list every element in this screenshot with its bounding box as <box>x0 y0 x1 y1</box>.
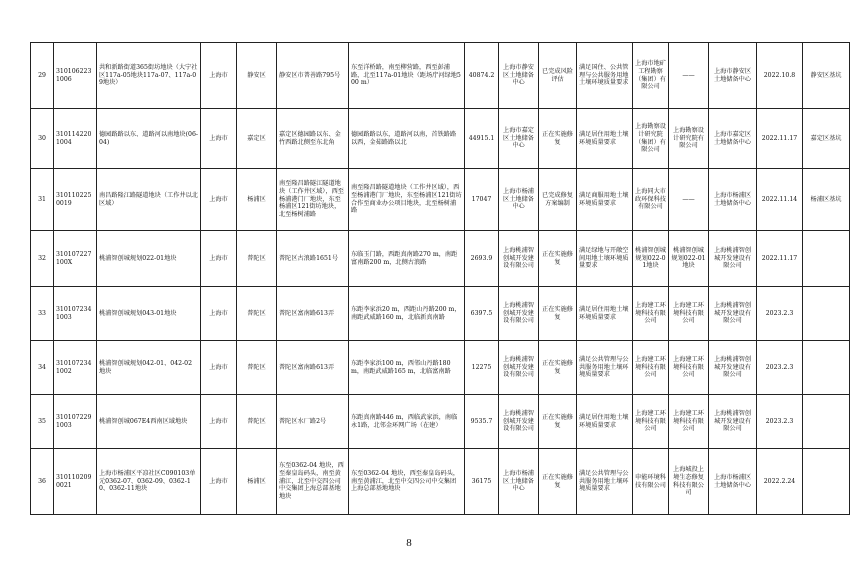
remark-cell: 静安区基坑 <box>803 43 850 109</box>
applicant-unit-cell: 上海桃浦智创城开发建设有限公司 <box>499 395 539 449</box>
row-number-cell: 35 <box>31 395 54 449</box>
site-code-cell: 3101142201004 <box>54 109 97 169</box>
district-cell: 普陀区 <box>237 287 277 341</box>
quality-standard-cell: 满足绿地与开敞空间用地土壤环境质量要求 <box>577 231 633 287</box>
consultant-unit-cell: 上海建工环境科技有限公司 <box>633 395 669 449</box>
applicant-unit-cell: 上海桃浦智创城开发建设有限公司 <box>499 341 539 395</box>
supervising-unit-cell: 上海市杨浦区土地储备中心 <box>709 449 757 515</box>
site-name-cell: 桃浦智创城规划042-01、042-02地块 <box>97 341 201 395</box>
remediation-status-cell: 已完成修复方案编制 <box>539 169 577 231</box>
table-row <box>31 395 850 449</box>
site-code-cell: 310107227100X <box>54 231 97 287</box>
table-row <box>31 169 850 231</box>
remark-cell <box>803 287 850 341</box>
applicant-unit-cell: 上海市杨浦区土地储备中心 <box>499 169 539 231</box>
site-location-cell: 普陀区富南路613弄 <box>277 341 349 395</box>
applicant-unit-cell: 上海桃浦智创城开发建设有限公司 <box>499 231 539 287</box>
area-cell: 2693.9 <box>465 231 499 287</box>
quality-standard-cell: 满足公共管理与公共服务用地土壤环境质量要求 <box>577 449 633 515</box>
remediation-status-cell: 正在实施修复 <box>539 395 577 449</box>
site-boundary-cell: 德园路路以东，道路河以南，首铁路路以西，金茹路路以北 <box>349 109 465 169</box>
site-location-cell: 普陀区水厂路2号 <box>277 395 349 449</box>
district-cell: 普陀区 <box>237 395 277 449</box>
site-boundary-cell: 东临玉门路，西距真南路270 m，南距富南路200 m，北侧古浪路 <box>349 231 465 287</box>
row-number-cell: 34 <box>31 341 54 395</box>
table-row <box>31 287 850 341</box>
record-date-cell: 2023.2.3 <box>757 341 803 395</box>
remediation-status-cell: 正在实施修复 <box>539 341 577 395</box>
site-boundary-cell: 东距真南路446 m，西临武家浜，南临永1路，北邻金环网广场（在建） <box>349 395 465 449</box>
site-boundary-cell: 东至洋桥路，南至柳营路，西至彭浦路，北至117a-01地块（距场庁河绿地500 m） <box>349 43 465 109</box>
supervising-unit-cell: 上海桃浦智创城开发建设有限公司 <box>709 395 757 449</box>
city-cell: 上海市 <box>201 169 237 231</box>
consultant-unit-cell: 上海同大市政环保科技有限公司 <box>633 169 669 231</box>
site-boundary-cell: 东距李家浜100 m，西邻山丹路180 m，南距武威路165 m，北临富南路 <box>349 341 465 395</box>
remediation-status-cell: 正在实施修复 <box>539 287 577 341</box>
supervising-unit-cell: 上海市静安区土地储备中心 <box>709 43 757 109</box>
remark-cell: 杨浦区基坑 <box>803 169 850 231</box>
site-name-cell: 桃浦智创城067E4西南区域地块 <box>97 395 201 449</box>
consultant-unit-cell: 上海建工环境科技有限公司 <box>633 287 669 341</box>
consultant-unit-cell: 上海勘察设计研究院（集团）有限公司 <box>633 109 669 169</box>
site-name-cell: 南昌路隆江路隧道地块（工作井以北区域） <box>97 169 201 231</box>
city-cell: 上海市 <box>201 43 237 109</box>
contractor-unit-cell: 上海建工环境科技有限公司 <box>669 341 709 395</box>
contractor-unit-cell: 上海勘察设计研究院有限公司 <box>669 109 709 169</box>
site-location-cell: 南至隆昌路隧江隧道地块（工作井区域），西至杨浦港门厂地块，东至杨浦区121街坊地块，北至杨树浦路 <box>277 169 349 231</box>
area-cell: 6397.5 <box>465 287 499 341</box>
consultant-unit-cell: 桃浦智创城规划022-01地块 <box>633 231 669 287</box>
applicant-unit-cell: 上海市静安区土地储备中心 <box>499 43 539 109</box>
district-cell: 普陀区 <box>237 231 277 287</box>
site-code-cell: 3101072291003 <box>54 395 97 449</box>
supervising-unit-cell: 上海市杨浦区土地储备中心 <box>709 169 757 231</box>
quality-standard-cell: 满足居住用地土壤环境质量要求 <box>577 395 633 449</box>
quality-standard-cell: 满足居住用地土壤环境质量要求 <box>577 109 633 169</box>
city-cell: 上海市 <box>201 287 237 341</box>
site-name-cell: 桃浦智创城规划043-01地块 <box>97 287 201 341</box>
remediation-status-cell: 已完成风险评估 <box>539 43 577 109</box>
quality-standard-cell: 满足商服用地土壤环境质量要求 <box>577 169 633 231</box>
consultant-unit-cell: 上海建工环境科技有限公司 <box>633 341 669 395</box>
site-code-cell: 3101062231006 <box>54 43 97 109</box>
remark-cell <box>803 395 850 449</box>
applicant-unit-cell: 上海桃浦智创城开发建设有限公司 <box>499 287 539 341</box>
consultant-unit-cell: 申能环境科技有限公司 <box>633 449 669 515</box>
remark-cell <box>803 231 850 287</box>
table-row <box>31 109 850 169</box>
area-cell: 36175 <box>465 449 499 515</box>
area-cell: 44915.1 <box>465 109 499 169</box>
site-remediation-table <box>30 42 850 515</box>
remark-cell <box>803 341 850 395</box>
record-date-cell: 2022.2.24 <box>757 449 803 515</box>
contractor-unit-cell: 上海建工环境科技有限公司 <box>669 287 709 341</box>
row-number-cell: 36 <box>31 449 54 515</box>
remediation-status-cell: 正在实施修复 <box>539 449 577 515</box>
area-cell: 40874.2 <box>465 43 499 109</box>
remark-cell <box>803 449 850 515</box>
area-cell: 9535.7 <box>465 395 499 449</box>
site-code-cell: 3101072341003 <box>54 287 97 341</box>
city-cell: 上海市 <box>201 341 237 395</box>
site-name-cell: 德园路路以东、道路河以南地块(06-04) <box>97 109 201 169</box>
contractor-unit-cell: —— <box>669 169 709 231</box>
supervising-unit-cell: 上海市嘉定区土地储备中心 <box>709 109 757 169</box>
district-cell: 嘉定区 <box>237 109 277 169</box>
table-row <box>31 341 850 395</box>
row-number-cell: 29 <box>31 43 54 109</box>
table-row <box>31 43 850 109</box>
district-cell: 杨浦区 <box>237 449 277 515</box>
site-location-cell: 普陀区古浪路1651号 <box>277 231 349 287</box>
record-date-cell: 2022.11.17 <box>757 109 803 169</box>
applicant-unit-cell: 上海市嘉定区土地储备中心 <box>499 109 539 169</box>
area-cell: 12275 <box>465 341 499 395</box>
contractor-unit-cell: —— <box>669 43 709 109</box>
table-row <box>31 231 850 287</box>
contractor-unit-cell: 上海建工环境科技有限公司 <box>669 395 709 449</box>
site-boundary-cell: 东至0362-04 地块，西至秦皇岛码头，南至黄浦江，北至中交四公司中交集团上海总部基地地块 <box>349 449 465 515</box>
site-code-cell: 3101072341002 <box>54 341 97 395</box>
site-name-cell: 共和新路街道365街坊地块（大宁社区117a-05地块117a-07、117a-09地块） <box>97 43 201 109</box>
page-number: 8 <box>406 537 412 549</box>
site-name-cell: 上海市杨浦区平凉社区C090103单元0362-07、0362-09、0362-10、0362-11地块 <box>97 449 201 515</box>
contractor-unit-cell: 上海城投上境生态修复科技有限公司 <box>669 449 709 515</box>
supervising-unit-cell: 上海桃浦智创城开发建设有限公司 <box>709 287 757 341</box>
district-cell: 静安区 <box>237 43 277 109</box>
applicant-unit-cell: 上海市杨浦区土地储备中心 <box>499 449 539 515</box>
site-location-cell: 嘉定区德园路以东、金竹西路北侧至东北角 <box>277 109 349 169</box>
city-cell: 上海市 <box>201 449 237 515</box>
record-date-cell: 2022.11.14 <box>757 169 803 231</box>
site-location-cell: 静安区市普善路795号 <box>277 43 349 109</box>
contractor-unit-cell: 桃浦智创城规划022-01地块 <box>669 231 709 287</box>
record-date-cell: 2023.2.3 <box>757 395 803 449</box>
supervising-unit-cell: 上海桃浦智创城开发建设有限公司 <box>709 231 757 287</box>
quality-standard-cell: 满足国住、公共管理与公共服务用地土壤环境质量要求 <box>577 43 633 109</box>
site-code-cell: 3101102250019 <box>54 169 97 231</box>
remark-cell: 嘉定区基坑 <box>803 109 850 169</box>
supervising-unit-cell: 上海桃浦智创城开发建设有限公司 <box>709 341 757 395</box>
site-boundary-cell: 南至隆昌路隧道地块（工作井区域），西至杨浦港门厂地块，东至杨浦区121街坊合作至商业办公项目地块，北至杨树浦路 <box>349 169 465 231</box>
remediation-status-cell: 正在实施修复 <box>539 231 577 287</box>
row-number-cell: 31 <box>31 169 54 231</box>
site-name-cell: 桃浦智创城规划022-01地块 <box>97 231 201 287</box>
site-code-cell: 3101102090021 <box>54 449 97 515</box>
area-cell: 17047 <box>465 169 499 231</box>
record-date-cell: 2023.2.3 <box>757 287 803 341</box>
record-date-cell: 2022.11.17 <box>757 231 803 287</box>
row-number-cell: 33 <box>31 287 54 341</box>
city-cell: 上海市 <box>201 109 237 169</box>
row-number-cell: 32 <box>31 231 54 287</box>
record-date-cell: 2022.10.8 <box>757 43 803 109</box>
consultant-unit-cell: 上海市地矿工程勘察（集团）有限公司 <box>633 43 669 109</box>
row-number-cell: 30 <box>31 109 54 169</box>
district-cell: 普陀区 <box>237 341 277 395</box>
district-cell: 杨浦区 <box>237 169 277 231</box>
city-cell: 上海市 <box>201 231 237 287</box>
remediation-status-cell: 正在实施修复 <box>539 109 577 169</box>
table-row <box>31 449 850 515</box>
site-location-cell: 东至0362-04 地块，西至秦皇岛码头，南至黄浦江，北至中交四公司中交集团上海总部基地地块 <box>277 449 349 515</box>
site-boundary-cell: 东距李家浜20 m，西距山丹路200 m，南距武威路160 m，北临新真南路 <box>349 287 465 341</box>
quality-standard-cell: 满足居住用地土壤环境质量要求 <box>577 287 633 341</box>
quality-standard-cell: 满足公共管理与公共服务用地土壤环境质量要求 <box>577 341 633 395</box>
city-cell: 上海市 <box>201 395 237 449</box>
site-location-cell: 普陀区富南路613弄 <box>277 287 349 341</box>
